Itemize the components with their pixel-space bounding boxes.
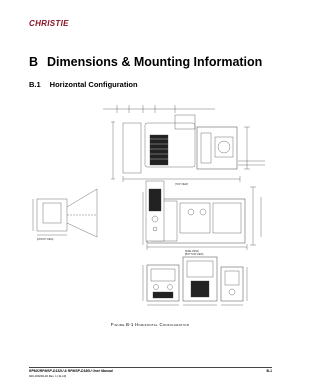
rear-view-right (221, 267, 247, 305)
rear-view-center (183, 253, 217, 305)
top-view (103, 105, 265, 186)
front-view (33, 189, 97, 241)
chapter-title: Dimensions & Mounting Information (47, 55, 263, 69)
footer-doc-number: 020-100249-02 Rev. 1 (11-10) (29, 374, 67, 378)
figure-caption: Figure B-1 Horizontal Configuration (110, 322, 190, 327)
dimension-drawing (25, 97, 275, 319)
footer-divider (29, 367, 272, 368)
logo-text: CHRISTIE (29, 19, 69, 27)
footer-manual-title: RPMX/RPMSP-D132U & RPMSP-D180U User Manual (29, 369, 113, 373)
svg-text:[BOTTOM VIEW]: [BOTTOM VIEW] (185, 253, 204, 256)
svg-text:[SIDE VIEW]: [SIDE VIEW] (185, 250, 199, 253)
section-number: B.1 (29, 80, 41, 89)
footer-page-number: B-1 (266, 369, 272, 373)
chapter-heading (29, 55, 262, 69)
rear-view-left (143, 265, 179, 305)
svg-text:[FRONT VIEW]: [FRONT VIEW] (37, 238, 54, 241)
section-title: Horizontal Configuration (49, 80, 138, 89)
side-view (143, 181, 261, 253)
svg-text:[TOP VIEW]: [TOP VIEW] (175, 183, 188, 186)
chapter-number: B (29, 55, 39, 69)
section-heading (29, 80, 138, 89)
christie-logo (29, 14, 69, 27)
